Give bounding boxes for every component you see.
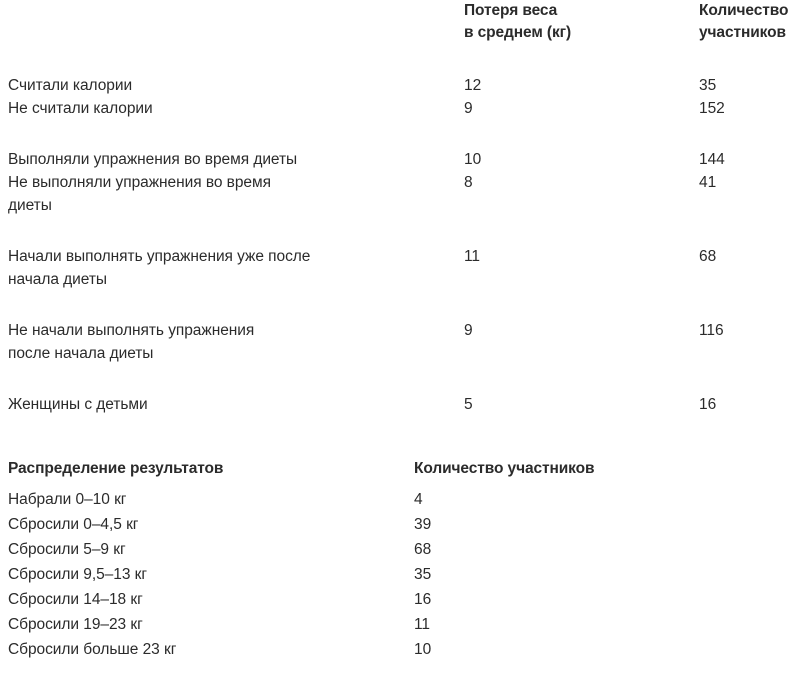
cell-avg-weight-loss: 12 <box>464 77 482 94</box>
row-label <box>8 393 448 416</box>
distribution-row-label <box>8 562 408 587</box>
table-row <box>0 148 790 171</box>
distribution-row <box>0 512 790 537</box>
column-header-participants <box>699 0 790 44</box>
row-label <box>8 319 448 365</box>
distribution-row <box>0 612 790 637</box>
column-header-participants-line1: Количество <box>699 2 789 19</box>
cell-participants: 16 <box>699 396 717 413</box>
cell-participants: 116 <box>699 322 724 339</box>
row-label-line: Выполняли упражнения во время диеты <box>8 151 298 168</box>
distribution-row-count: 35 <box>414 566 432 583</box>
cell-participants: 35 <box>699 77 717 94</box>
table-header-row <box>0 0 790 56</box>
distribution-row-count: 16 <box>414 591 432 608</box>
distribution-row <box>0 587 790 612</box>
cell-avg-weight-loss: 9 <box>464 322 473 339</box>
row-label-line: Не считали калории <box>8 100 153 117</box>
table-row <box>0 393 790 416</box>
column-header-distribution-participants <box>414 456 714 481</box>
distribution-row-label <box>8 612 408 637</box>
distribution-row-count: 4 <box>414 491 423 508</box>
column-header-participants-line2: участников <box>699 24 786 41</box>
cell-avg-weight-loss: 10 <box>464 151 482 168</box>
row-label-line: Считали калории <box>8 77 133 94</box>
column-header-distribution-text: Распределение результатов <box>8 460 224 477</box>
distribution-row-label <box>8 512 408 537</box>
cell-participants: 152 <box>699 100 725 117</box>
distribution-row-label <box>8 537 408 562</box>
row-label <box>8 148 448 171</box>
distribution-row-label <box>8 637 408 662</box>
column-header-distribution <box>8 456 408 481</box>
cell-avg-weight-loss: 9 <box>464 100 473 117</box>
table-body <box>0 56 790 416</box>
row-label <box>8 74 448 97</box>
table-row <box>0 171 790 217</box>
distribution-row-label-text: Сбросили 9,5–13 кг <box>8 566 147 583</box>
distribution-row-count: 39 <box>414 516 432 533</box>
row-label-line: Начали выполнять упражнения уже после <box>8 248 311 265</box>
table-row <box>0 245 790 291</box>
column-header-avg-weight-loss <box>464 0 674 44</box>
column-header-avg-weight-loss-line2: в среднем (кг) <box>464 24 572 41</box>
distribution-row-count: 68 <box>414 541 432 558</box>
table-row <box>0 74 790 97</box>
cell-participants: 144 <box>699 151 725 168</box>
results-distribution-table <box>0 456 790 662</box>
cell-avg-weight-loss: 8 <box>464 174 473 191</box>
table-row <box>0 319 790 365</box>
row-label <box>8 97 448 120</box>
distribution-row <box>0 487 790 512</box>
distribution-row-label <box>8 587 408 612</box>
column-header-distribution-participants-text: Количество участников <box>414 460 595 477</box>
distribution-row <box>0 637 790 662</box>
row-label-line: Женщины с детьми <box>8 396 148 413</box>
distribution-row <box>0 537 790 562</box>
row-label-line: диеты <box>8 197 52 214</box>
distribution-row-label-text: Сбросили 19–23 кг <box>8 616 143 633</box>
row-label <box>8 171 448 217</box>
distribution-row-label-text: Сбросили 14–18 кг <box>8 591 143 608</box>
distribution-row <box>0 562 790 587</box>
distribution-row-count: 10 <box>414 641 432 658</box>
cell-avg-weight-loss: 5 <box>464 396 473 413</box>
distribution-row-label-text: Сбросили больше 23 кг <box>8 641 177 658</box>
row-label-line: Не начали выполнять упражнения <box>8 322 255 339</box>
column-header-avg-weight-loss-line1: Потеря веса <box>464 2 558 19</box>
cell-participants: 41 <box>699 174 717 191</box>
cell-avg-weight-loss: 11 <box>464 248 480 265</box>
row-label-line: после начала диеты <box>8 345 154 362</box>
distribution-row-label <box>8 487 408 512</box>
distribution-header-row <box>0 456 790 487</box>
row-label <box>8 245 448 291</box>
distribution-row-count: 11 <box>414 616 430 633</box>
distribution-row-label-text: Сбросили 5–9 кг <box>8 541 126 558</box>
distribution-row-label-text: Набрали 0–10 кг <box>8 491 127 508</box>
distribution-row-label-text: Сбросили 0–4,5 кг <box>8 516 139 533</box>
row-label-line: начала диеты <box>8 271 107 288</box>
row-label-line: Не выполняли упражнения во время <box>8 174 271 191</box>
cell-participants: 68 <box>699 248 717 265</box>
table-row <box>0 97 790 120</box>
distribution-table-body <box>0 487 790 662</box>
